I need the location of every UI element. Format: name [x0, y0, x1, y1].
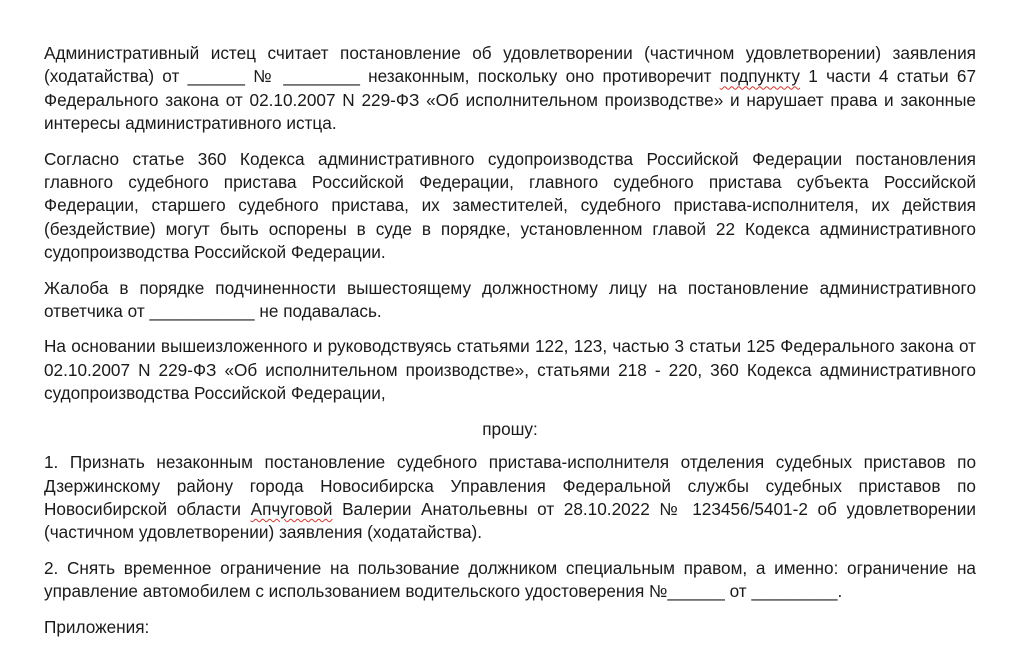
attachments-heading: Приложения:	[44, 616, 150, 637]
request-item-1	[44, 451, 976, 545]
paragraph-claim	[44, 42, 976, 136]
paragraph-claim-text-start: Административный истец считает постановление об удовлетворении (частичном удовлетворении) заявления (ходатайства) от ______ № ________ незаконным, поскольку оно противоречит	[44, 43, 976, 87]
paragraph-complaint-status: Жалоба в порядке подчиненности вышестоящему должностному лицу на постановление административного ответчика от ___________ не подавалась.	[44, 277, 976, 322]
request-item-1-text-start: 1. Признать незаконным постановление судебного пристава-исполнителя отделения судебных приставов по Дзержинскому району города Новосибирска Управления Федеральной службы судебных приставов по Новосибирской области	[44, 452, 976, 519]
request-item-1-text-end: Валерии Анатольевны от 28.10.2022 № 123456/5401-2 об удовлетворении (частичном удовлетворении) заявления (ходатайства).	[44, 498, 977, 543]
spellcheck-flagged-word: подпункту	[719, 66, 801, 87]
paragraph-grounds: На основании вышеизложенного и руководствуясь статьями 122, 123, частью 3 статьи 125 Федерального закона от 02.10.2007 N 229-ФЗ «Об исполнительном производстве», статьями 218 - 220, 360 Кодекса административного судопроизводства Российской Федерации,	[44, 336, 976, 404]
spellcheck-flagged-surname: Апчуговой	[250, 498, 333, 519]
paragraph-claim-text-end: 1 части 4 статьи 67 Федерального закона от 02.10.2007 N 229-ФЗ «Об исполнительном производстве» и нарушает права и законные интересы административного истца.	[44, 66, 977, 134]
request-item-2: 2. Снять временное ограничение на пользование должником специальным правом, а именно: ограничение на управление автомобилем с использованием водительского удостоверения №______ от _________.	[44, 557, 976, 602]
document-body	[44, 42, 976, 651]
paragraph-legal-basis: Согласно статье 360 Кодекса административного судопроизводства Российской Федерации постановления главного судебного пристава Российской Федерации, главного судебного пристава субъекта Российской Федерации, старшего судебного пристава, их заместителей, судебного пристава-исполнителя, их действия (бездействие) могут быть оспорены в суде в порядке, установленном главой 22 Кодекса административного судопроизводства Российской Федерации.	[44, 148, 976, 263]
request-heading: прошу:	[482, 418, 538, 439]
